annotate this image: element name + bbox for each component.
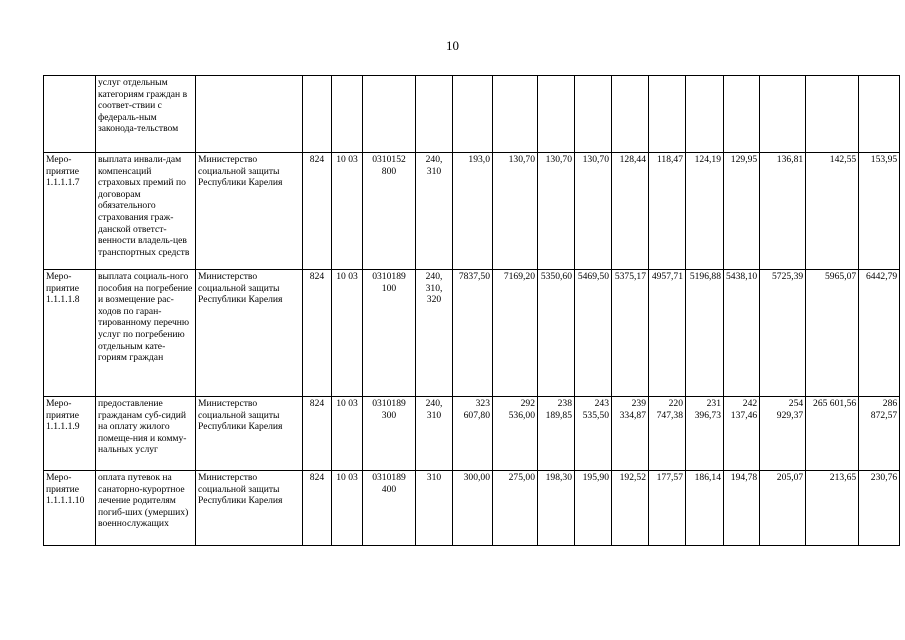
event-cell: Меро-приятие 1.1.1.1.8: [44, 270, 96, 397]
code-cell: [303, 76, 332, 153]
value-cell: 193,0: [453, 153, 493, 270]
code-cell: 824: [303, 153, 332, 270]
executor-cell: Министерство социальной защиты Республики Карелия: [196, 270, 303, 397]
event-cell: Меро-приятие 1.1.1.1.10: [44, 471, 96, 546]
value-cell: [859, 76, 900, 153]
value-cell: 254 929,37: [760, 397, 806, 471]
value-cell: 5375,17: [612, 270, 649, 397]
description-cell: предоставление гражданам суб-сидий на оплату жилого помеще-ния и комму-нальных услуг: [96, 397, 196, 471]
value-cell: 243 535,50: [575, 397, 612, 471]
value-cell: [806, 76, 859, 153]
value-cell: 142,55: [806, 153, 859, 270]
section-cell: 10 03: [332, 397, 363, 471]
value-cell: 192,52: [612, 471, 649, 546]
value-cell: 4957,71: [649, 270, 686, 397]
target-article-cell: 0310189 100: [363, 270, 416, 397]
value-cell: 130,70: [575, 153, 612, 270]
code-cell: 824: [303, 397, 332, 471]
section-cell: [332, 76, 363, 153]
table-row: [44, 471, 900, 546]
expense-type-cell: 240, 310: [416, 153, 453, 270]
page-number: 10: [446, 38, 459, 53]
value-cell: 129,95: [724, 153, 760, 270]
value-cell: 323 607,80: [453, 397, 493, 471]
expense-type-cell: 310: [416, 471, 453, 546]
value-cell: 118,47: [649, 153, 686, 270]
value-cell: 238 189,85: [538, 397, 575, 471]
expense-type-cell: 240, 310: [416, 397, 453, 471]
value-cell: 130,70: [493, 153, 538, 270]
value-cell: [686, 76, 724, 153]
description-cell: выплата инвали-дам компенсаций страховых премий по договорам обязательного страхования граж-данской ответст-венности владель-цев транспортных средств: [96, 153, 196, 270]
value-cell: 231 396,73: [686, 397, 724, 471]
value-cell: 213,65: [806, 471, 859, 546]
section-cell: 10 03: [332, 153, 363, 270]
value-cell: 136,81: [760, 153, 806, 270]
executor-cell: Министерство социальной защиты Республики Карелия: [196, 471, 303, 546]
value-cell: [453, 76, 493, 153]
executor-cell: Министерство социальной защиты Республики Карелия: [196, 397, 303, 471]
value-cell: [760, 76, 806, 153]
value-cell: 5438,10: [724, 270, 760, 397]
value-cell: 6442,79: [859, 270, 900, 397]
section-cell: 10 03: [332, 471, 363, 546]
value-cell: 5196,88: [686, 270, 724, 397]
value-cell: 265 601,56: [806, 397, 859, 471]
table-row: [44, 270, 900, 397]
value-cell: 194,78: [724, 471, 760, 546]
value-cell: [612, 76, 649, 153]
value-cell: 275,00: [493, 471, 538, 546]
description-cell: оплата путевок на санаторно-курортное лечение родителям погиб-ших (умерших) военнослужащих: [96, 471, 196, 546]
value-cell: 130,70: [538, 153, 575, 270]
executor-cell: Министерство социальной защиты Республики Карелия: [196, 153, 303, 270]
description-cell: услуг отдельным категориям граждан в соответ-ствии с федераль-ным законода-тельством: [96, 76, 196, 153]
event-cell: Меро-приятие 1.1.1.1.9: [44, 397, 96, 471]
target-article-cell: 0310189 400: [363, 471, 416, 546]
value-cell: 205,07: [760, 471, 806, 546]
executor-cell: [196, 76, 303, 153]
description-cell: выплата социаль-ного пособия на погребение и возмещение рас-ходов по гаран-тированному перечню услуг по погребению отдельным кате-гориям граждан: [96, 270, 196, 397]
table-row: [44, 397, 900, 471]
target-article-cell: [363, 76, 416, 153]
table-row: [44, 76, 900, 153]
expense-type-cell: [416, 76, 453, 153]
value-cell: [649, 76, 686, 153]
value-cell: 124,19: [686, 153, 724, 270]
event-cell: [44, 76, 96, 153]
value-cell: 300,00: [453, 471, 493, 546]
section-cell: 10 03: [332, 270, 363, 397]
value-cell: 5725,39: [760, 270, 806, 397]
value-cell: 286 872,57: [859, 397, 900, 471]
value-cell: [575, 76, 612, 153]
value-cell: 5469,50: [575, 270, 612, 397]
value-cell: 242 137,46: [724, 397, 760, 471]
value-cell: 220 747,38: [649, 397, 686, 471]
target-article-cell: 0310189 300: [363, 397, 416, 471]
value-cell: 239 334,87: [612, 397, 649, 471]
code-cell: 824: [303, 270, 332, 397]
code-cell: 824: [303, 471, 332, 546]
value-cell: 7169,20: [493, 270, 538, 397]
value-cell: [538, 76, 575, 153]
value-cell: 195,90: [575, 471, 612, 546]
value-cell: 292 536,00: [493, 397, 538, 471]
value-cell: 186,14: [686, 471, 724, 546]
value-cell: 5965,07: [806, 270, 859, 397]
value-cell: 153,95: [859, 153, 900, 270]
table-row: [44, 153, 900, 270]
value-cell: [493, 76, 538, 153]
value-cell: [724, 76, 760, 153]
value-cell: 230,76: [859, 471, 900, 546]
expense-type-cell: 240, 310, 320: [416, 270, 453, 397]
value-cell: 177,57: [649, 471, 686, 546]
budget-table: [43, 75, 900, 546]
value-cell: 7837,50: [453, 270, 493, 397]
value-cell: 198,30: [538, 471, 575, 546]
value-cell: 128,44: [612, 153, 649, 270]
value-cell: 5350,60: [538, 270, 575, 397]
event-cell: Меро-приятие 1.1.1.1.7: [44, 153, 96, 270]
target-article-cell: 0310152 800: [363, 153, 416, 270]
